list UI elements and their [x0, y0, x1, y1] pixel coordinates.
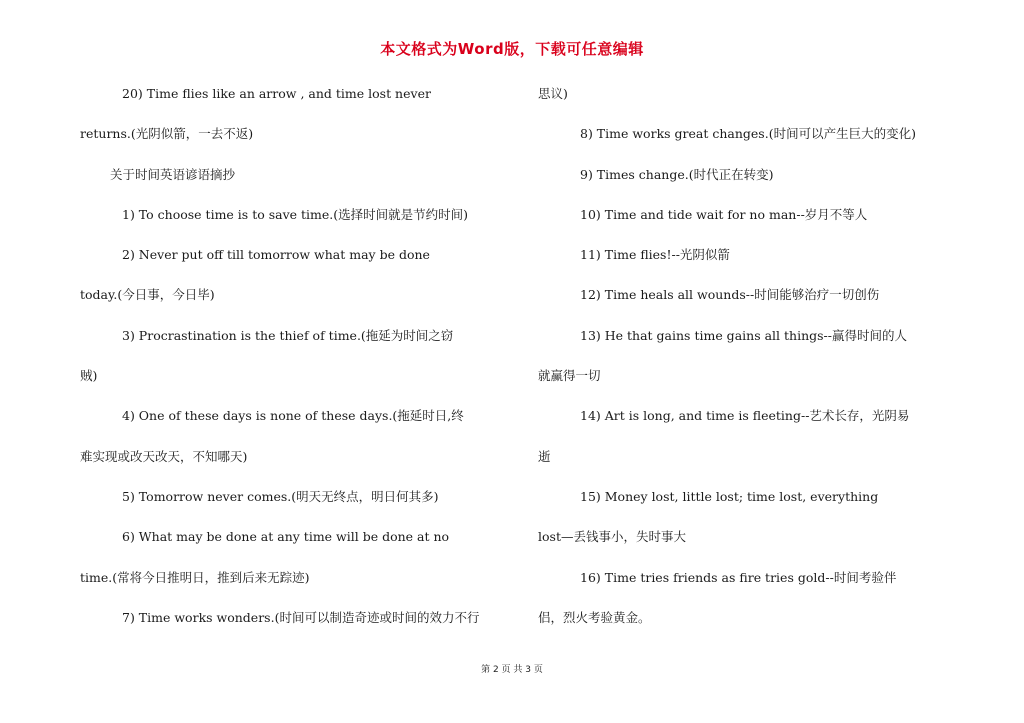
text-line: 8) Time works great changes.(时间可以产生巨大的变化) — [580, 126, 916, 142]
text-line: 10) Time and tide wait for no man--岁月不等人 — [580, 206, 868, 222]
text-line: 11) Time flies!--光阴似箭 — [580, 247, 730, 263]
section-heading: 关于时间英语谚语摘抄 — [110, 166, 236, 182]
text-line: 7) Time works wonders.(时间可以制造奇迹或时间的效力不行 — [122, 609, 480, 625]
text-line: 14) Art is long, and time is fleeting--艺术长存，光阴易 — [580, 408, 910, 424]
text-line: today.(今日事，今日毕) — [80, 287, 215, 303]
text-line: 思议) — [538, 86, 568, 101]
text-line: 15) Money lost, little lost; time lost, everything — [580, 488, 879, 504]
text-line: 5) Tomorrow never comes.(明天无终点，明日何其多) — [122, 488, 439, 504]
text-line: 9) Times change.(时代正在转变) — [580, 166, 774, 182]
text-line: 就赢得一切 — [538, 368, 601, 384]
text-line: 难实现或改天改天，不知哪天) — [80, 448, 248, 464]
text-line: time.(常将今日推明日，推到后来无踪迹) — [80, 569, 310, 585]
text-line: 3) Procrastination is the thief of time.(拖延为时间之窃 — [122, 327, 454, 343]
text-line: 侣，烈火考验黄金。 — [538, 609, 651, 625]
text-line: 13) He that gains time gains all things--赢得时间的人 — [580, 327, 907, 343]
left-text-column — [80, 82, 512, 646]
text-line: 1) To choose time is to save time.(选择时间就是节约时间) — [122, 206, 469, 222]
text-line: 16) Time tries friends as fire tries gold--时间考验伴 — [580, 569, 897, 585]
text-line: 20) Time flies like an arrow , and time lost never — [122, 86, 431, 101]
text-line: 2) Never put off till tomorrow what may be done — [122, 247, 430, 263]
text-line: 贼) — [80, 368, 98, 384]
right-text-column — [538, 82, 968, 646]
document-header-title: 本文格式为Word版，下载可任意编辑 — [380, 40, 644, 58]
text-line: returns.(光阴似箭，一去不返) — [80, 126, 254, 142]
text-line: lost—丢钱事小，失时事大 — [538, 529, 686, 545]
text-line: 12) Time heals all wounds--时间能够治疗一切创伤 — [580, 287, 880, 303]
page-number-footer: 第 2 页 共 3 页 — [481, 665, 543, 675]
text-line: 4) One of these days is none of these days.(拖延时日,终 — [122, 408, 464, 424]
text-line: 逝 — [538, 448, 551, 464]
text-line: 6) What may be done at any time will be done at no — [122, 529, 450, 545]
